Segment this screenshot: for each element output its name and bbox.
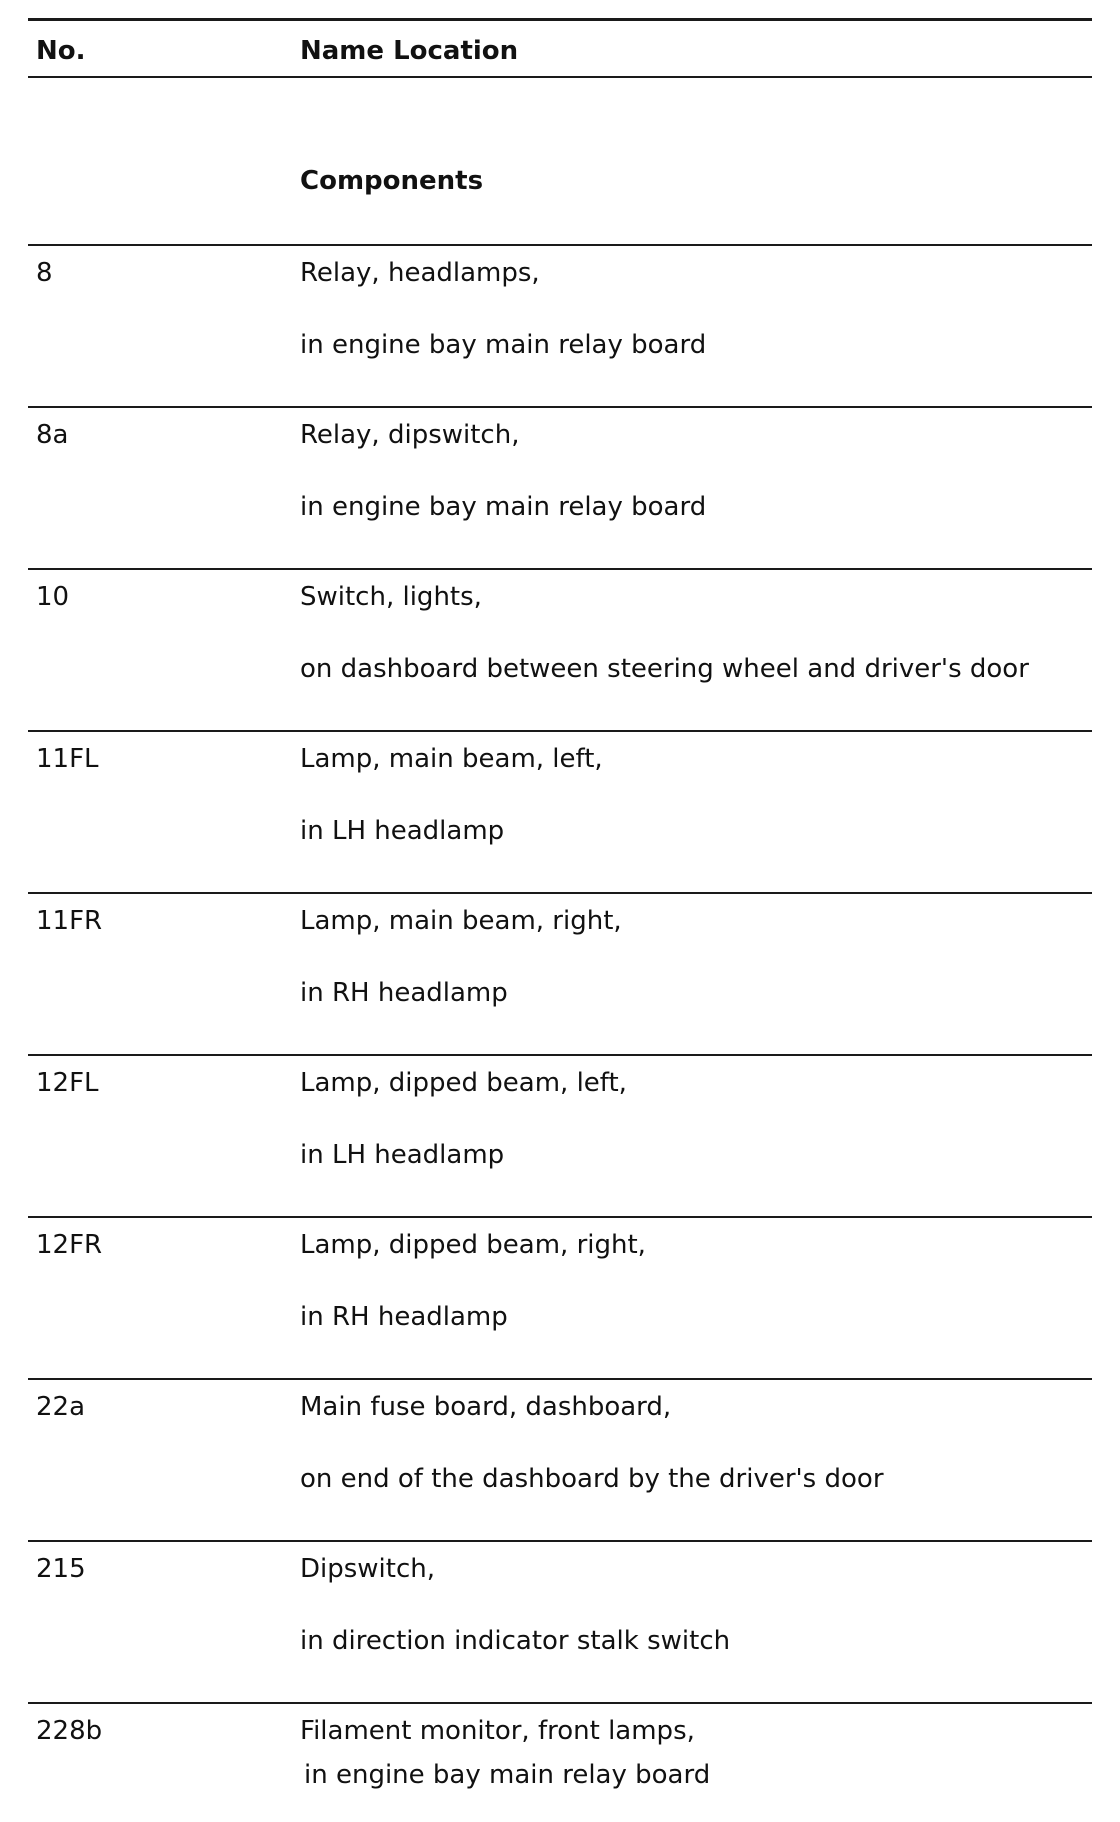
row-rule bbox=[28, 1216, 1092, 1218]
table-row-name: Switch, lights, bbox=[300, 582, 482, 612]
table-row-name: Relay, dipswitch, bbox=[300, 420, 520, 450]
row-rule bbox=[28, 244, 1092, 246]
table-row-name: Main fuse board, dashboard, bbox=[300, 1392, 672, 1422]
row-rule bbox=[28, 892, 1092, 894]
header-name-location: Name Location bbox=[300, 36, 519, 66]
table-row-location: on dashboard between steering wheel and driver's door bbox=[300, 654, 1029, 684]
table-top-rule bbox=[28, 18, 1092, 21]
table-row-name: Lamp, main beam, left, bbox=[300, 744, 603, 774]
table-row-name: Relay, headlamps, bbox=[300, 258, 540, 288]
table-row-location: in engine bay main relay board bbox=[304, 1760, 711, 1790]
table-row-no: 12FR bbox=[36, 1230, 103, 1260]
table-row-location: in LH headlamp bbox=[300, 1140, 505, 1170]
table-row-location: on end of the dashboard by the driver's door bbox=[300, 1464, 884, 1494]
table-row-location: in direction indicator stalk switch bbox=[300, 1626, 731, 1656]
row-rule bbox=[28, 406, 1092, 408]
table-row-location: in LH headlamp bbox=[300, 816, 505, 846]
table-row-no: 11FL bbox=[36, 744, 99, 774]
header-bottom-rule bbox=[28, 76, 1092, 78]
table-row-no: 22a bbox=[36, 1392, 86, 1422]
table-row-no: 215 bbox=[36, 1554, 86, 1584]
table-row-no: 228b bbox=[36, 1716, 103, 1746]
table-row-location: in RH headlamp bbox=[300, 1302, 508, 1332]
table-row-no: 8a bbox=[36, 420, 69, 450]
table-row-no: 10 bbox=[36, 582, 70, 612]
table-row-name: Lamp, dipped beam, right, bbox=[300, 1230, 646, 1260]
row-rule bbox=[28, 1540, 1092, 1542]
row-rule bbox=[28, 1702, 1092, 1704]
row-rule bbox=[28, 1054, 1092, 1056]
row-rule bbox=[28, 730, 1092, 732]
section-title: Components bbox=[300, 166, 484, 196]
table-row-location: in engine bay main relay board bbox=[300, 492, 707, 522]
row-rule bbox=[28, 1378, 1092, 1380]
table-row-name: Lamp, dipped beam, left, bbox=[300, 1068, 627, 1098]
table-row-name: Dipswitch, bbox=[300, 1554, 436, 1584]
table-row-no: 12FL bbox=[36, 1068, 99, 1098]
table-row-location: in engine bay main relay board bbox=[300, 330, 707, 360]
header-no: No. bbox=[36, 36, 86, 66]
row-rule bbox=[28, 568, 1092, 570]
table-row-location: in RH headlamp bbox=[300, 978, 508, 1008]
table-row-name: Filament monitor, front lamps, bbox=[300, 1716, 695, 1746]
table-row-name: Lamp, main beam, right, bbox=[300, 906, 622, 936]
table-row-no: 8 bbox=[36, 258, 53, 288]
table-row-no: 11FR bbox=[36, 906, 103, 936]
